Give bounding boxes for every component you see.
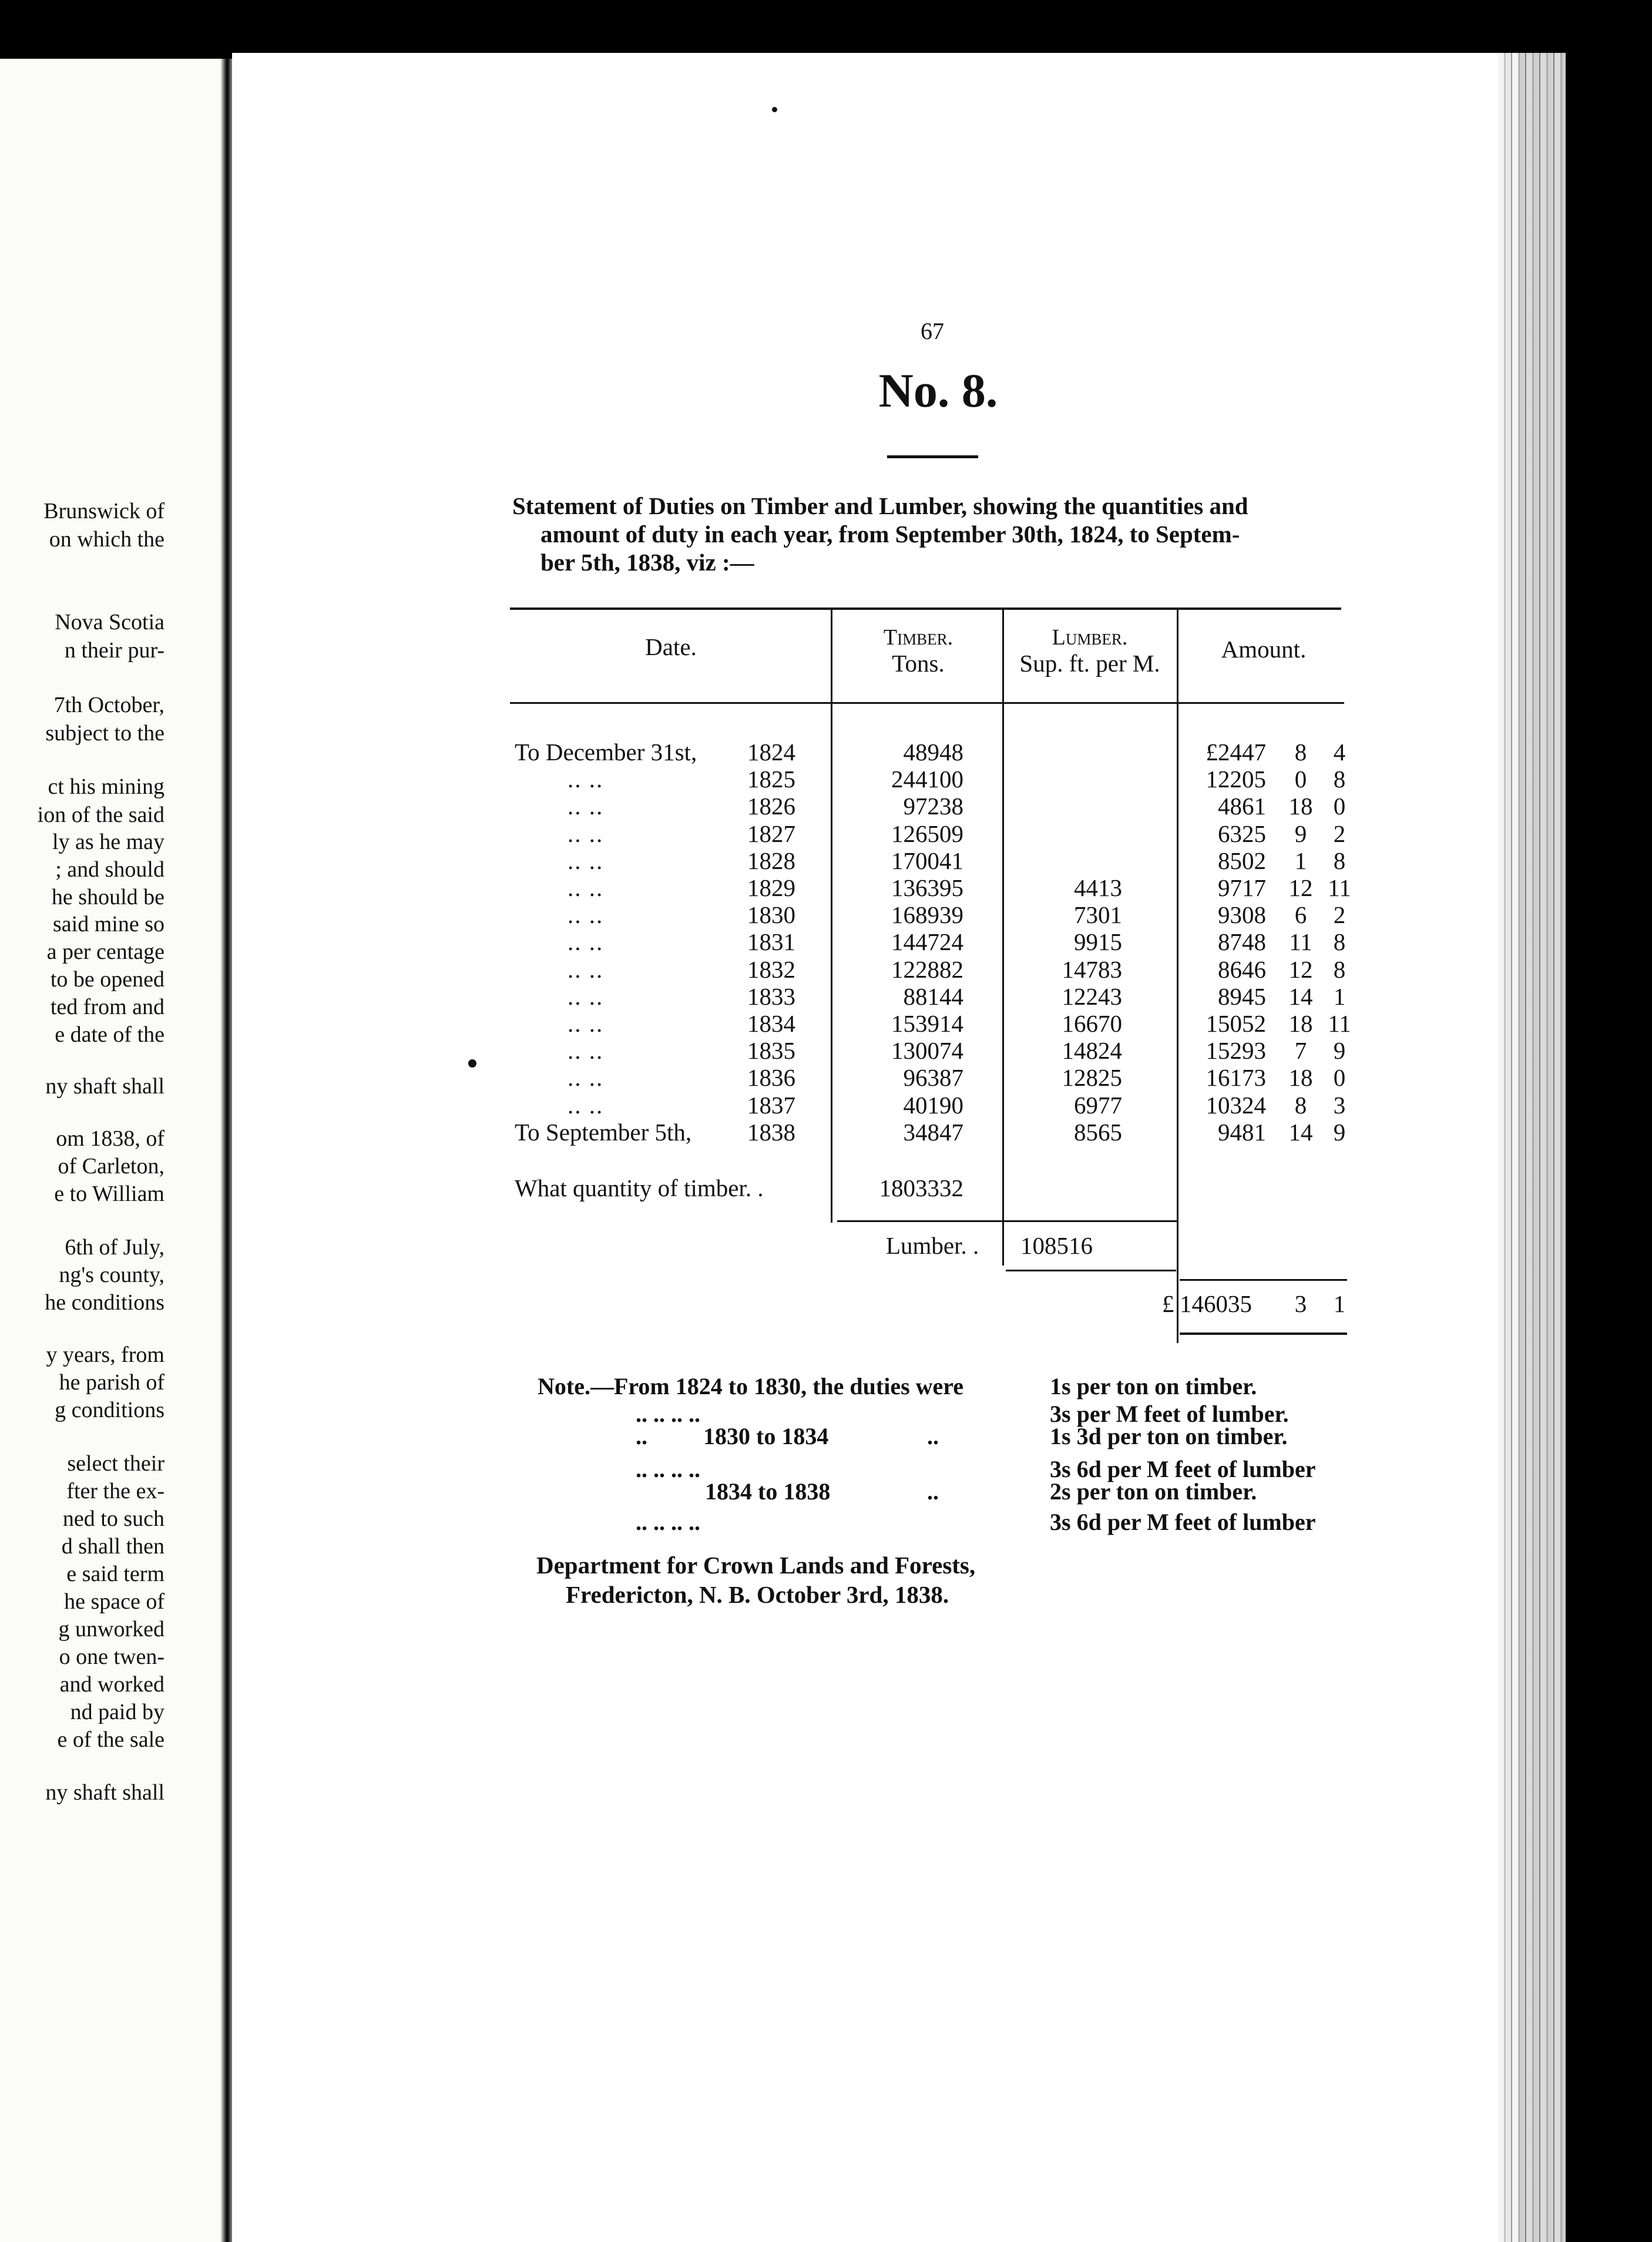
row-amount-shillings: 12 <box>1288 874 1313 901</box>
row-year: 1837 <box>747 1092 795 1119</box>
row-year: 1836 <box>747 1064 795 1091</box>
ink-speck <box>468 1059 476 1068</box>
left-page-fragment: ly as he may <box>52 830 164 854</box>
intro-line-2: amount of duty in each year, from September 30th, 1824, to Septem- <box>540 521 1240 548</box>
row-amount-pounds: 16173 <box>1206 1064 1266 1091</box>
left-page-fragment: 7th October, <box>53 693 164 717</box>
row-date-label: .. .. <box>568 983 604 1010</box>
left-page-fragment: he parish of <box>59 1370 164 1395</box>
row-amount-pounds: 10324 <box>1206 1092 1266 1119</box>
row-amount-pence: 8 <box>1333 928 1346 955</box>
ink-speck <box>772 107 777 112</box>
row-lumber: 14824 <box>1062 1037 1122 1064</box>
left-page-fragment: o one twen- <box>59 1644 164 1669</box>
col-divider-date <box>831 608 832 1223</box>
left-page-fragment: g conditions <box>55 1398 164 1422</box>
row-amount-pence: 8 <box>1333 956 1346 983</box>
row-amount-pounds: 9308 <box>1218 901 1266 928</box>
row-lumber: 12825 <box>1062 1064 1122 1091</box>
left-page-fragment: and worked <box>59 1672 164 1697</box>
row-amount-pence: 2 <box>1333 901 1346 928</box>
row-amount-shillings: 6 <box>1294 901 1307 928</box>
left-page-fragment: nd paid by <box>70 1700 164 1724</box>
row-timber: 130074 <box>891 1037 963 1064</box>
document-page <box>232 53 1519 2242</box>
left-page-fragment: 6th of July, <box>65 1235 164 1260</box>
row-timber: 153914 <box>891 1010 963 1037</box>
row-amount-pounds: 8646 <box>1218 956 1266 983</box>
footer-department: Department for Crown Lands and Forests, <box>536 1552 976 1579</box>
row-date-label: .. .. <box>568 766 604 793</box>
row-amount-pence: 8 <box>1333 847 1346 874</box>
row-lumber: 7301 <box>1074 901 1122 928</box>
row-amount-shillings: 14 <box>1288 1119 1313 1146</box>
note-line-6-dots: .. .. .. .. <box>636 1509 700 1535</box>
row-timber: 144724 <box>891 928 963 955</box>
row-year: 1838 <box>747 1119 795 1146</box>
row-amount-pence: 0 <box>1333 1064 1346 1091</box>
row-year: 1833 <box>747 983 795 1010</box>
header-lumber-unit: Sup. ft. per M. <box>1019 650 1160 677</box>
row-amount-pounds: 15293 <box>1206 1037 1266 1064</box>
left-page-fragment: he space of <box>64 1589 164 1614</box>
row-amount-pounds: 9717 <box>1218 874 1266 901</box>
amount-total-shillings: 3 <box>1294 1290 1307 1317</box>
left-page-fragment: select their <box>67 1451 164 1476</box>
row-amount-pounds: 8945 <box>1218 983 1266 1010</box>
left-page-fragment: Brunswick of <box>43 499 164 523</box>
table-top-rule <box>510 608 1341 610</box>
row-year: 1824 <box>747 739 795 766</box>
row-year: 1828 <box>747 847 795 874</box>
row-amount-pence: 4 <box>1333 739 1346 766</box>
row-amount-pounds: 12205 <box>1206 766 1266 793</box>
left-page-fragment: ny shaft shall <box>45 1074 164 1099</box>
intro-line-3: ber 5th, 1838, viz :— <box>540 549 754 576</box>
amount-total-rule-top <box>1180 1279 1347 1281</box>
row-amount-shillings: 14 <box>1288 983 1313 1010</box>
row-year: 1832 <box>747 956 795 983</box>
amount-total-symbol: £ <box>1162 1290 1174 1317</box>
left-page-fragment: he should be <box>51 885 164 909</box>
row-date-label: .. .. <box>568 1037 604 1064</box>
col-divider-timber <box>1002 608 1004 1266</box>
row-amount-shillings: 7 <box>1294 1037 1307 1064</box>
note-line-4-dots: .. .. .. .. <box>636 1456 700 1482</box>
intro-line-1: Statement of Duties on Timber and Lumber, showing the quantities and <box>512 492 1248 519</box>
left-page-fragment: ny shaft shall <box>45 1780 164 1805</box>
row-timber: 170041 <box>891 847 963 874</box>
row-amount-shillings: 18 <box>1288 1010 1313 1037</box>
page-number: 67 <box>921 318 944 344</box>
note-line-6-right: 3s 6d per M feet of lumber <box>1050 1509 1316 1535</box>
lumber-total-label: Lumber. . <box>886 1232 979 1259</box>
row-year: 1829 <box>747 874 795 901</box>
row-amount-shillings: 11 <box>1289 928 1312 955</box>
row-date-label: To December 31st, <box>515 739 697 766</box>
header-amount: Amount. <box>1221 636 1307 663</box>
row-amount-shillings: 8 <box>1294 1092 1307 1119</box>
row-amount-pounds: 9481 <box>1218 1119 1266 1146</box>
left-page-fragment: said mine so <box>53 912 164 937</box>
left-page-fragment: fter the ex- <box>66 1479 164 1503</box>
timber-total-rule <box>837 1220 1178 1222</box>
left-page-fragment: subject to the <box>45 721 164 746</box>
row-timber: 48948 <box>903 739 963 766</box>
row-lumber: 4413 <box>1074 874 1122 901</box>
row-amount-shillings: 8 <box>1294 739 1307 766</box>
row-timber: 168939 <box>891 901 963 928</box>
amount-total-rule-bottom <box>1180 1333 1347 1335</box>
row-date-label: .. .. <box>568 928 604 955</box>
left-page-fragment: e said term <box>66 1562 164 1586</box>
page-edges <box>1498 53 1566 2242</box>
row-amount-pence: 11 <box>1328 1010 1351 1037</box>
row-year: 1827 <box>747 820 795 847</box>
row-date-label: .. .. <box>568 847 604 874</box>
left-page-fragment: g unworked <box>58 1617 164 1642</box>
header-lumber: Lumber. <box>1052 625 1128 650</box>
row-amount-pence: 8 <box>1333 766 1346 793</box>
row-timber: 244100 <box>891 766 963 793</box>
row-amount-pence: 9 <box>1333 1037 1346 1064</box>
row-date-label: .. .. <box>568 901 604 928</box>
row-amount-pence: 0 <box>1333 793 1346 820</box>
amount-total-pence: 1 <box>1333 1290 1346 1317</box>
note-line-2-dots: .. .. .. .. <box>636 1401 700 1427</box>
row-year: 1830 <box>747 901 795 928</box>
note-line-5-dots-right: .. <box>927 1478 939 1505</box>
row-timber: 122882 <box>891 956 963 983</box>
left-page-fragment: ; and should <box>55 857 164 882</box>
left-page-fragment: ct his mining <box>48 774 164 799</box>
row-amount-pounds: 8748 <box>1218 928 1266 955</box>
left-page-text <box>0 0 220 2242</box>
note-line-3-dots-right: .. <box>927 1423 939 1449</box>
left-page-fragment: y years, from <box>46 1342 164 1367</box>
note-line-2-right: 3s per M feet of lumber. <box>1050 1401 1289 1427</box>
note-line-3-right: 1s 3d per ton on timber. <box>1050 1423 1288 1449</box>
row-year: 1831 <box>747 928 795 955</box>
row-amount-shillings: 0 <box>1294 766 1307 793</box>
row-date-label: .. .. <box>568 1092 604 1119</box>
row-amount-pence: 3 <box>1333 1092 1346 1119</box>
row-lumber: 8565 <box>1074 1119 1122 1146</box>
header-timber-unit: Tons. <box>892 650 945 677</box>
row-lumber: 14783 <box>1062 956 1122 983</box>
lumber-total: 108516 <box>1020 1232 1093 1259</box>
timber-total-label: What quantity of timber. . <box>515 1174 764 1201</box>
row-amount-pounds: £2447 <box>1206 739 1266 766</box>
book-gutter <box>220 59 232 2242</box>
document-title: No. 8. <box>878 364 998 417</box>
note-line-5-right: 2s per ton on timber. <box>1050 1478 1257 1505</box>
row-amount-pounds: 8502 <box>1218 847 1266 874</box>
amount-total-pounds: 146035 <box>1180 1290 1252 1317</box>
left-page-fragment: e date of the <box>55 1022 164 1047</box>
row-timber: 88144 <box>903 983 963 1010</box>
left-page-fragment: he conditions <box>45 1290 164 1315</box>
row-amount-shillings: 9 <box>1294 820 1307 847</box>
row-date-label: .. .. <box>568 874 604 901</box>
row-amount-shillings: 1 <box>1294 847 1307 874</box>
row-timber: 34847 <box>903 1119 963 1146</box>
left-page-fragment: Nova Scotia <box>55 610 164 635</box>
left-page-fragment: a per centage <box>46 939 164 964</box>
row-lumber: 16670 <box>1062 1010 1122 1037</box>
left-page-fragment: to be opened <box>50 967 164 992</box>
row-year: 1825 <box>747 766 795 793</box>
row-date-label: .. .. <box>568 1010 604 1037</box>
header-bottom-rule <box>510 702 1344 704</box>
row-timber: 97238 <box>903 793 963 820</box>
left-page-fragment: ion of the said <box>37 803 164 827</box>
row-date-label: .. .. <box>568 1064 604 1091</box>
left-page-fragment: e of the sale <box>57 1727 164 1752</box>
row-timber: 126509 <box>891 820 963 847</box>
row-date-label: .. .. <box>568 820 604 847</box>
header-date: Date. <box>645 633 697 660</box>
row-amount-shillings: 12 <box>1288 956 1313 983</box>
row-amount-pounds: 6325 <box>1218 820 1266 847</box>
row-timber: 40190 <box>903 1092 963 1119</box>
row-lumber: 12243 <box>1062 983 1122 1010</box>
row-timber: 136395 <box>891 874 963 901</box>
left-page-fragment: of Carleton, <box>58 1154 164 1179</box>
row-amount-pounds: 15052 <box>1206 1010 1266 1037</box>
left-page-fragment: ted from and <box>50 995 164 1019</box>
note-line-3-range: 1830 to 1834 <box>703 1423 829 1449</box>
note-line-5-range: 1834 to 1838 <box>705 1478 831 1505</box>
timber-total: 1803332 <box>879 1174 963 1201</box>
note-line-1-right: 1s per ton on timber. <box>1050 1373 1257 1399</box>
left-page-fragment: ng's county, <box>59 1263 164 1287</box>
note-line-3-dots-left: .. <box>636 1423 647 1449</box>
row-amount-shillings: 18 <box>1288 793 1313 820</box>
row-lumber: 9915 <box>1074 928 1122 955</box>
footer-location-date: Fredericton, N. B. October 3rd, 1838. <box>566 1581 949 1608</box>
left-page-fragment: d shall then <box>61 1534 164 1559</box>
left-page-fragment: ned to such <box>62 1506 164 1531</box>
left-page-fragment: n their pur- <box>64 638 164 663</box>
lumber-total-rule <box>1006 1270 1176 1271</box>
row-year: 1826 <box>747 793 795 820</box>
row-amount-pence: 9 <box>1333 1119 1346 1146</box>
row-amount-pence: 2 <box>1333 820 1346 847</box>
row-timber: 96387 <box>903 1064 963 1091</box>
header-timber: Timber. <box>883 625 953 650</box>
row-amount-pounds: 4861 <box>1218 793 1266 820</box>
row-year: 1834 <box>747 1010 795 1037</box>
note-line-1-left: Note.—From 1824 to 1830, the duties were <box>538 1373 964 1399</box>
note-line-4-right: 3s 6d per M feet of lumber <box>1050 1456 1316 1482</box>
row-date-label: .. .. <box>568 793 604 820</box>
row-date-label: To September 5th, <box>515 1119 692 1146</box>
row-date-label: .. .. <box>568 956 604 983</box>
row-amount-pence: 11 <box>1328 874 1351 901</box>
row-amount-shillings: 18 <box>1288 1064 1313 1091</box>
left-page-fragment: on which the <box>49 527 164 552</box>
row-year: 1835 <box>747 1037 795 1064</box>
title-rule <box>887 455 978 458</box>
row-amount-pence: 1 <box>1333 983 1346 1010</box>
left-page-fragment: om 1838, of <box>56 1126 164 1151</box>
row-lumber: 6977 <box>1074 1092 1122 1119</box>
left-page-fragment: e to William <box>54 1182 164 1206</box>
